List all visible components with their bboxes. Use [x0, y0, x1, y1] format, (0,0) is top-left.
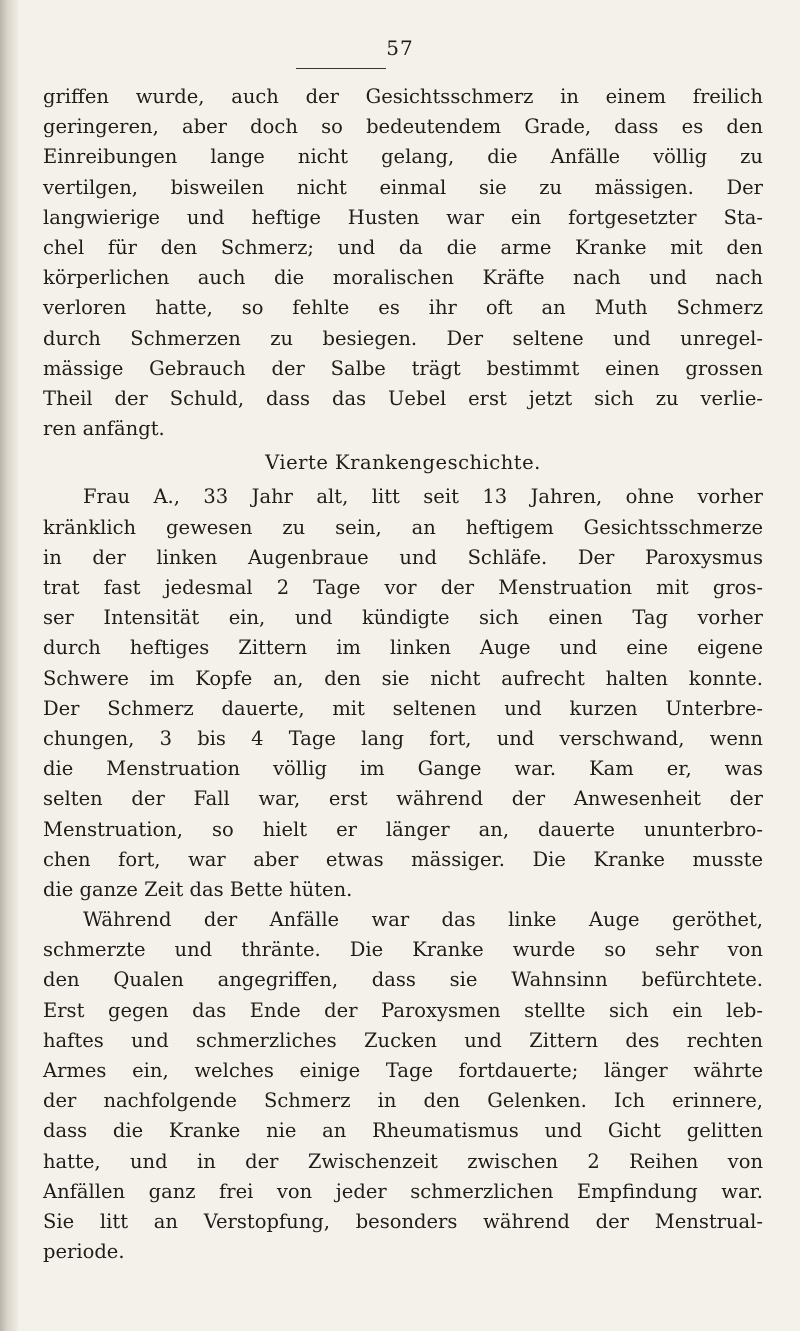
text-line: durch Schmerzen zu besiegen. Der seltene und unregel- — [43, 326, 763, 350]
page-binding-edge — [0, 0, 18, 1331]
text-line: haftes und schmerzliches Zucken und Zittern des rechten — [43, 1028, 763, 1052]
text-line: Menstruation, so hielt er länger an, dauerte ununterbro- — [43, 817, 763, 841]
text-line: selten der Fall war, erst während der Anwesenheit der — [43, 787, 763, 811]
text-line: ser Intensität ein, und kündigte sich einen Tag vorher — [43, 606, 763, 630]
text-line: Der Schmerz dauerte, mit seltenen und kurzen Unterbre- — [43, 696, 763, 720]
text-line: Armes ein, welches einige Tage fortdauerte; länger währte — [43, 1059, 763, 1082]
text-line: durch heftiges Zittern im linken Auge und eine eigene — [43, 636, 763, 660]
text-line: mässige Gebrauch der Salbe trägt bestimmt einen grossen — [43, 356, 763, 380]
text-line: hatte, und in der Zwischenzeit zwischen 2 Reihen von — [43, 1149, 763, 1173]
text-line: geringeren, aber doch so bedeutendem Grade, dass es den — [43, 115, 763, 139]
text-line: chen fort, war aber etwas mässiger. Die Kranke musste — [43, 847, 763, 871]
header-rule — [296, 68, 386, 69]
text-line: körperlichen auch die moralischen Kräfte nach und nach — [43, 266, 763, 290]
page-number: 57 — [386, 36, 414, 60]
text-line: dass die Kranke nie an Rheumatismus und Gicht gelitten — [43, 1119, 763, 1143]
text-line: Erst gegen das Ende der Paroxysmen stellte sich ein leb- — [43, 998, 763, 1022]
section-heading: Vierte Krankengeschichte. — [265, 451, 541, 475]
text-line: langwierige und heftige Husten war ein fortgesetzter Sta- — [43, 205, 763, 229]
text-line: Theil der Schuld, dass das Uebel erst jetzt sich zu verlie- — [43, 386, 763, 410]
text-line: schmerzte und thränte. Die Kranke wurde so sehr von — [43, 938, 763, 962]
text-line: verloren hatte, so fehlte es ihr oft an Muth Schmerz — [43, 296, 763, 320]
text-line: kränklich gewesen zu sein, an heftigem Gesichtsschmerze — [43, 515, 763, 539]
text-line: der nachfolgende Schmerz in den Gelenken. Ich erinnere, — [43, 1089, 763, 1113]
text-line: Einreibungen lange nicht gelang, die Anfälle völlig zu — [43, 145, 763, 169]
text-line: ren anfängt. — [43, 417, 165, 441]
text-line: in der linken Augenbraue und Schläfe. Der Paroxysmus — [43, 545, 763, 569]
text-line: chungen, 3 bis 4 Tage lang fort, und verschwand, wenn — [43, 726, 763, 750]
text-line: vertilgen, bisweilen nicht einmal sie zu mässigen. Der — [43, 175, 763, 199]
text-line: den Qualen angegriffen, dass sie Wahnsinn befürchtete. — [43, 968, 763, 992]
text-line: Anfällen ganz frei von jeder schmerzlichen Empfindung war. — [43, 1179, 763, 1203]
text-line: Frau A., 33 Jahr alt, litt seit 13 Jahren, ohne vorher — [83, 485, 763, 509]
text-line: trat fast jedesmal 2 Tage vor der Menstruation mit gros- — [43, 576, 763, 599]
text-line: die Menstruation völlig im Gange war. Kam er, was — [43, 757, 763, 781]
text-line: die ganze Zeit das Bette hüten. — [43, 877, 353, 901]
body-text — [43, 82, 763, 1267]
text-line: Schwere im Kopfe an, den sie nicht aufrecht halten konnte. — [43, 666, 763, 690]
text-line: griffen wurde, auch der Gesichtsschmerz in einem freilich — [43, 85, 763, 108]
text-line: periode. — [43, 1240, 125, 1264]
text-line: Während der Anfälle war das linke Auge geröthet, — [83, 908, 763, 932]
text-line: Sie litt an Verstopfung, besonders während der Menstrual- — [43, 1209, 763, 1233]
text-line: chel für den Schmerz; und da die arme Kranke mit den — [43, 235, 763, 259]
